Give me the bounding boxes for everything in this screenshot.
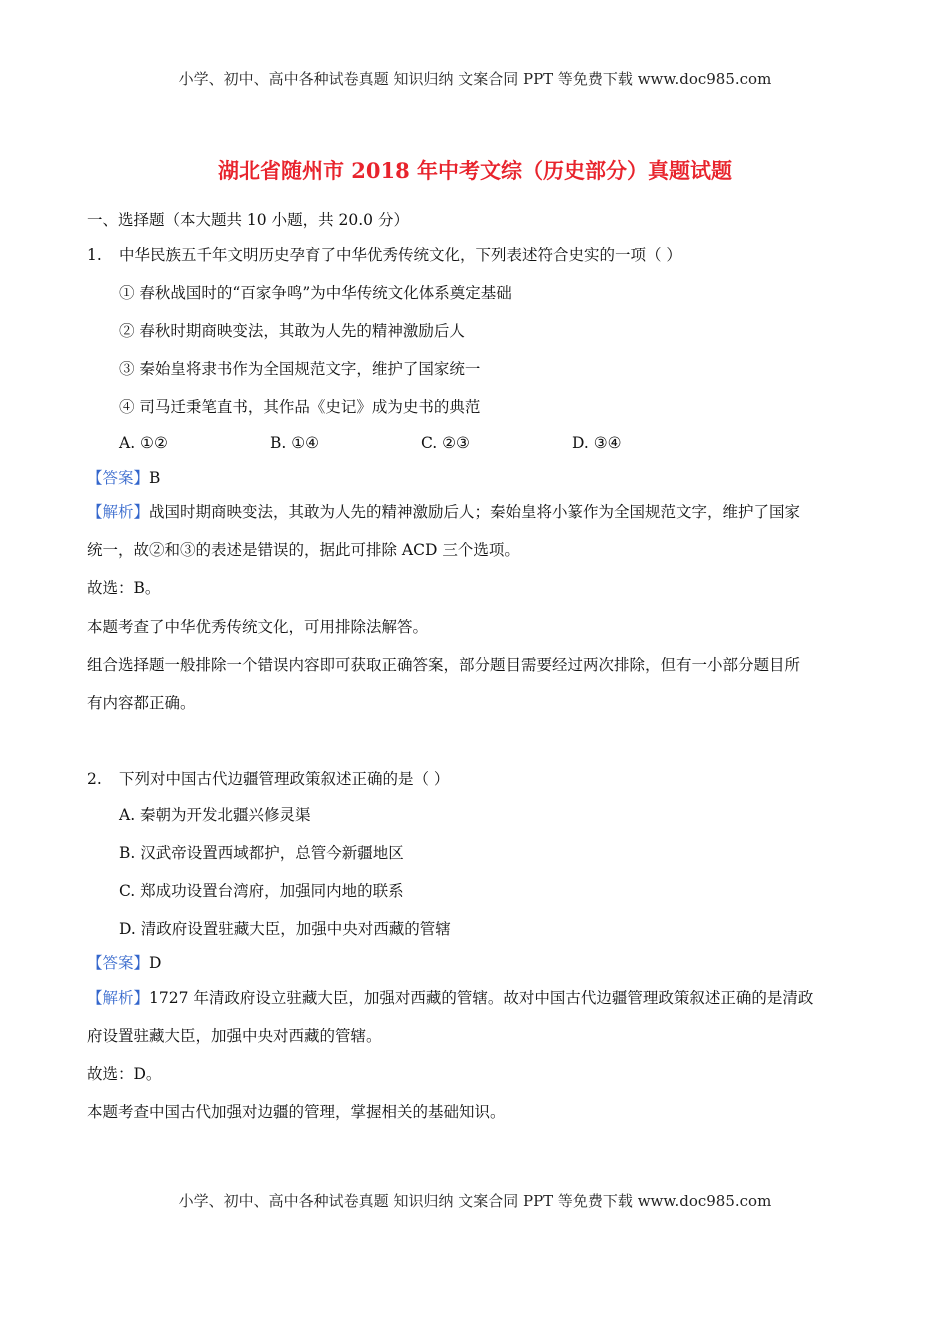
answer-value: D [149,954,162,972]
question-1-statement-4: ④ 司马迁秉笔直书，其作品《史记》成为史书的典范 [119,398,481,416]
question-1-statement-2: ② 春秋时期商映变法，其敢为人先的精神激励后人 [119,322,465,340]
question-1-options [119,433,622,453]
page-header: 小学、初中、高中各种试卷真题 知识归纳 文案合同 PPT 等免费下载 www.doc985.com [178,70,772,88]
question-2-option-c: C. 郑成功设置台湾府，加强同内地的联系 [119,882,404,900]
question-2-option-a: A. 秦朝为开发北疆兴修灵渠 [119,806,311,824]
question-1-statement-3: ③ 秦始皇将隶书作为全国规范文字，维护了国家统一 [119,360,481,378]
question-1-analysis-line-1 [87,502,800,522]
question-1-number: 1. [87,246,102,264]
answer-value: B [149,469,161,487]
question-1-note: 本题考查了中华优秀传统文化，可用排除法解答。 [87,618,429,636]
question-1-text: 中华民族五千年文明历史孕育了中华优秀传统文化，下列表述符合史实的一项（ ） [119,246,682,264]
question-1-answer [87,468,160,488]
page-footer: 小学、初中、高中各种试卷真题 知识归纳 文案合同 PPT 等免费下载 www.doc985.com [178,1192,772,1210]
question-2-analysis-line-1 [87,988,813,1008]
question-1-analysis-line-2: 统一，故②和③的表述是错误的，据此可排除 ACD 三个选项。 [87,541,520,559]
answer-label: 【答案】 [87,469,150,487]
analysis-label: 【解析】 [87,503,150,521]
question-1-stem [87,245,682,265]
answer-label: 【答案】 [87,954,150,972]
question-1-option-a: A. ①② [119,434,168,452]
question-2-text: 下列对中国古代边疆管理政策叙述正确的是（ ） [119,770,450,788]
question-1-option-c: C. ②③ [421,434,470,452]
question-2-answer [87,953,161,973]
question-1-choice: 故选：B。 [87,579,161,597]
question-1-statement-1: ① 春秋战国时的“百家争鸣”为中华传统文化体系奠定基础 [119,284,512,302]
page-title: 湖北省随州市 2018 年中考文综（历史部分）真题试题 [217,158,733,183]
question-2-option-d: D. 清政府设置驻藏大臣，加强中央对西藏的管辖 [119,920,451,938]
question-2-note: 本题考查中国古代加强对边疆的管理，掌握相关的基础知识。 [87,1103,506,1121]
question-2-choice: 故选：D。 [87,1065,162,1083]
question-1-tip-line-2: 有内容都正确。 [87,694,196,712]
question-1-option-d: D. ③④ [572,434,622,452]
question-2-stem [87,769,449,789]
question-2-number: 2. [87,770,102,788]
analysis-text: 1727 年清政府设立驻藏大臣，加强对西藏的管辖。故对中国古代边疆管理政策叙述正确的是清政 [149,989,814,1007]
analysis-label: 【解析】 [87,989,150,1007]
section-heading: 一、选择题（本大题共 10 小题，共 20.0 分） [87,211,409,229]
question-2-analysis-line-2: 府设置驻藏大臣，加强中央对西藏的管辖。 [87,1027,382,1045]
question-1-tip-line-1: 组合选择题一般排除一个错误内容即可获取正确答案，部分题目需要经过两次排除，但有一小部分题目所 [87,656,801,674]
question-1-option-b: B. ①④ [270,434,320,452]
analysis-text: 战国时期商映变法，其敢为人先的精神激励后人；秦始皇将小篆作为全国规范文字，维护了国家 [149,503,801,521]
question-2-option-b: B. 汉武帝设置西域都护，总管今新疆地区 [119,844,404,862]
